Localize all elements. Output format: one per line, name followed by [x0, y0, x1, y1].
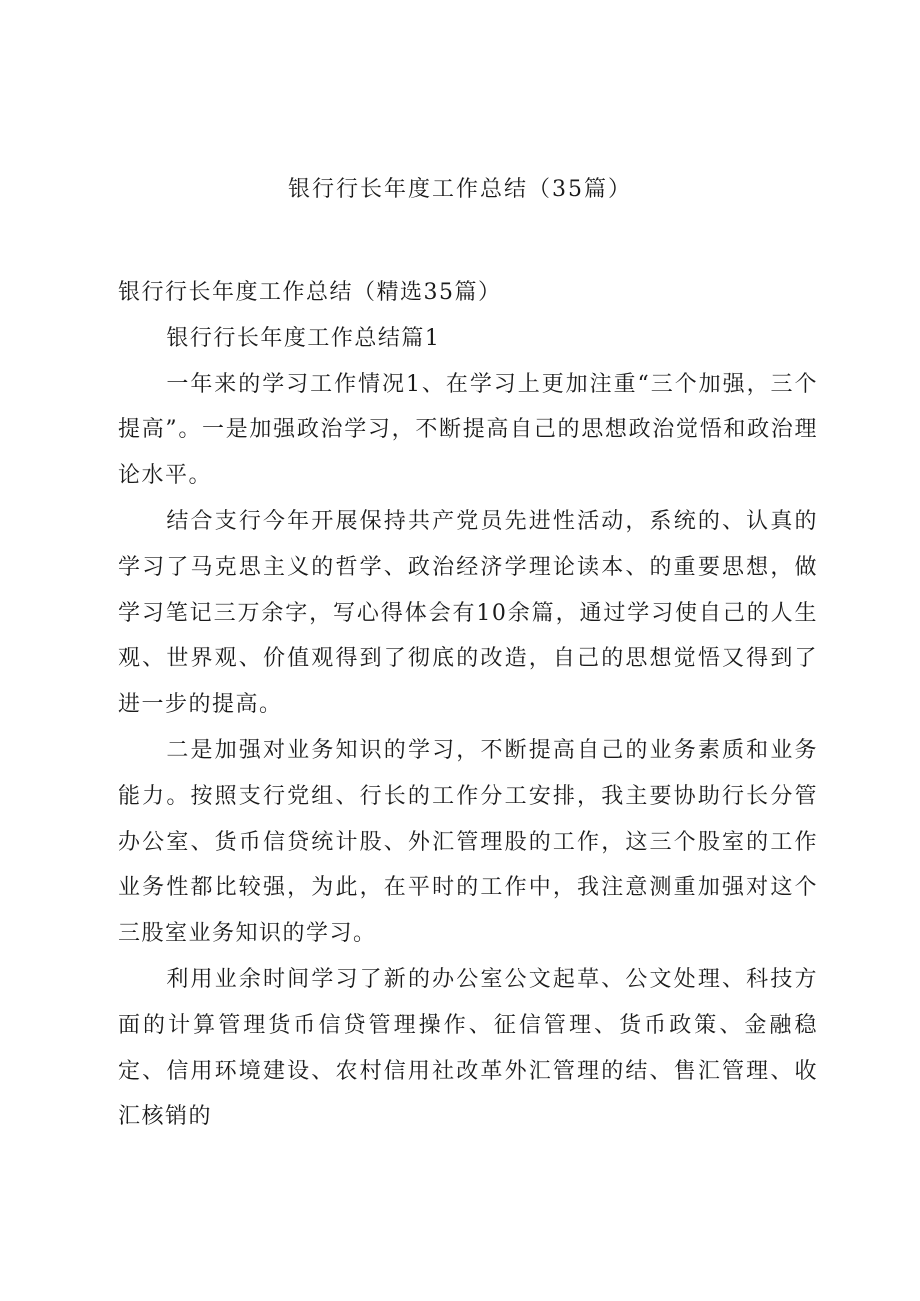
paragraph-1: 一年来的学习工作情况1、在学习上更加注重“三个加强，三个提高”。一是加强政治学习，不断提高自己的思想政治觉悟和政治理论水平。 — [118, 371, 818, 489]
paragraph-4: 利用业余时间学习了新的办公室公文起草、公文处理、科技方面的计算管理货币信贷管理操作、征信管理、货币政策、金融稳定、信用环境建设、农村信用社改革外汇管理的结、售汇管理、收汇核销的 — [118, 966, 818, 1130]
document-title: 银行行长年度工作总结（35篇） — [288, 177, 632, 202]
paragraph-2: 结合支行今年开展保持共产党员先进性活动，系统的、认真的学习了马克思主义的哲学、政治经济学理论读本、的重要思想，做学习笔记三万余字，写心得体会有10余篇，通过学习使自己的人生观、世界观、价值观得到了彻底的改造，自己的思想觉悟又得到了进一步的提高。 — [118, 508, 818, 718]
paragraph-3: 二是加强对业务知识的学习，不断提高自己的业务素质和业务能力。按照支行党组、行长的工作分工安排，我主要协助行长分管办公室、货币信贷统计股、外汇管理股的工作，这三个股室的工作业务性都比较强，为此，在平时的工作中，我注意测重加强对这个三股室业务知识的学习。 — [118, 737, 818, 947]
document-body — [118, 270, 818, 1140]
document-subtitle: 银行行长年度工作总结（精选35篇） — [118, 280, 502, 305]
section-heading: 银行行长年度工作总结篇1 — [166, 325, 441, 351]
